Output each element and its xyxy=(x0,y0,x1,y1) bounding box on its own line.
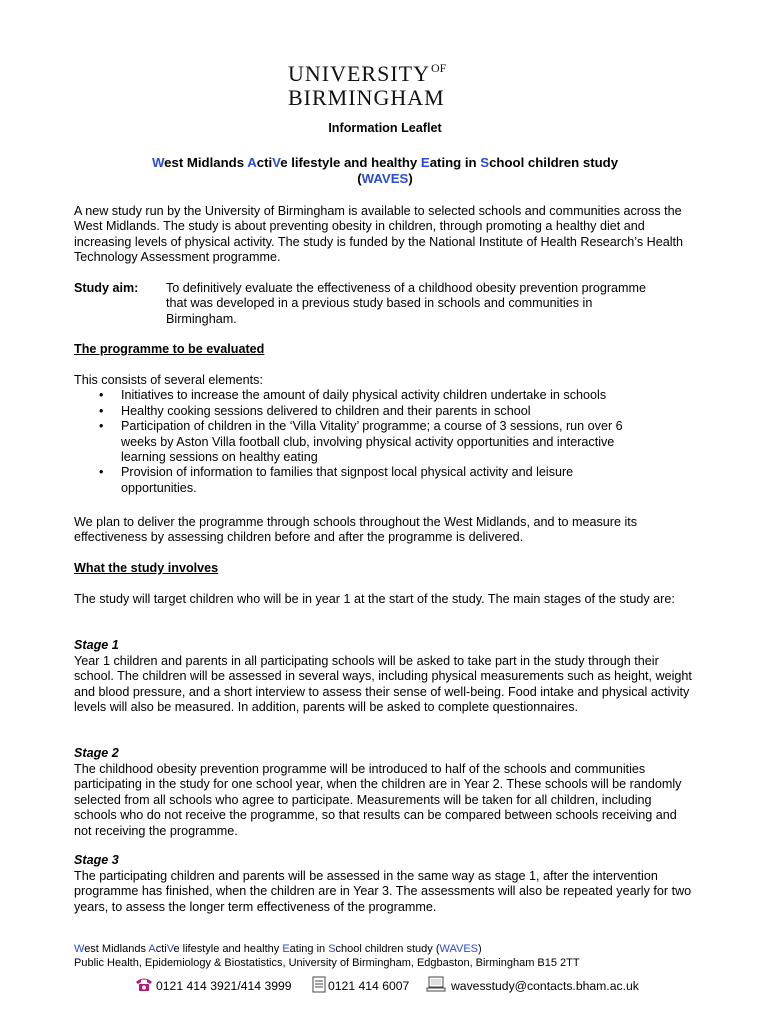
fax-number: 0121 414 6007 xyxy=(328,979,410,993)
email-link[interactable]: wavesstudy@contacts.bham.ac.uk xyxy=(451,978,639,993)
computer-icon xyxy=(426,976,446,996)
fax-icon xyxy=(312,976,326,997)
involves-heading: What the study involves xyxy=(74,561,219,575)
programme-closing: We plan to deliver the programme through schools throughout the West Midlands, and to measure its effectiveness by assessing children before and after the programme is delivered. xyxy=(74,515,638,545)
footer-address: Public Health, Epidemiology & Biostatistics, University of Birmingham, Edgbaston, Birmingham B15 2TT xyxy=(74,957,580,969)
list-item: • Provision of information to families that signpost local physical activity and leisure opportunities. xyxy=(74,465,696,496)
footer-study-title: West Midlands ActiVe lifestyle and healthy Eating in School children study (WAVES) xyxy=(74,943,482,955)
footer-email xyxy=(426,976,639,996)
stage-2-text: The childhood obesity prevention programme will be introduced to half of the schools and communities participating in the study for one school year, when the children are in Year 2. These schools will be randomly selected from all schools who agree to participate. Measurements will be taken for all children, including schools who do not receive the programme, so that results can be compared between schools receiving and not receiving the programme. xyxy=(74,762,682,838)
footer-phone xyxy=(134,976,292,996)
logo-line1: UNIVERSITY xyxy=(288,61,430,86)
list-item: • Initiatives to increase the amount of daily physical activity children undertake in schools xyxy=(74,388,696,403)
programme-lead: This consists of several elements: xyxy=(74,373,263,387)
phone-number: 0121 414 3921/414 3999 xyxy=(156,978,292,993)
study-acronym: (WAVES) xyxy=(357,171,413,186)
study-title: West Midlands ActiVe lifestyle and healthy Eating in School children study xyxy=(151,155,619,170)
involves-lead: The study will target children who will be in year 1 at the start of the study. The main stages of the study are: xyxy=(74,592,675,606)
stage-1-text: Year 1 children and parents in all participating schools will be asked to take part in the study through their school. The children will be assessed in several ways, including physical measurements such as height, weight and blood pressure, and a short interview to assess their sense of well-being. Food intake and physical activity levels will also be measured. In addition, parents will be asked to complete questionnaires. xyxy=(74,654,692,715)
leaflet-title: Information Leaflet xyxy=(328,121,442,135)
stage-2-title: Stage 2 xyxy=(74,746,119,760)
stage-1-title: Stage 1 xyxy=(74,638,119,652)
list-item: • Healthy cooking sessions delivered to children and their parents in school xyxy=(74,404,696,419)
study-aim-label: Study aim: xyxy=(74,281,139,295)
footer-fax xyxy=(312,976,409,997)
stage-3-title: Stage 3 xyxy=(74,853,119,867)
programme-heading: The programme to be evaluated xyxy=(74,342,265,356)
study-aim-text: To definitively evaluate the effectiveness of a childhood obesity prevention programme that was developed in a previous study based in schools and communities in Birmingham. xyxy=(166,281,647,326)
telephone-icon xyxy=(134,976,154,996)
logo-line2: BIRMINGHAM xyxy=(288,85,445,110)
logo-of: OF xyxy=(431,61,447,75)
university-logo xyxy=(288,56,508,110)
list-item: • Participation of children in the ‘Villa Vitality’ programme; a course of 3 sessions, run over 6 weeks by Aston Villa football club, involving physical activity opportunities and interactive learning sessions on healthy eating xyxy=(74,419,696,465)
programme-list xyxy=(74,388,696,496)
stage-3-text: The participating children and parents will be assessed in the same way as stage 1, after the intervention programme has finished, when the children are in Year 3. The assessments will also be repeated yearly for two years, to assess the longer term effectiveness of the programme. xyxy=(74,869,692,914)
intro-paragraph: A new study run by the University of Birmingham is available to selected schools and communities across the West Midlands. The study is about preventing obesity in children, through promoting a healthy diet and increasing levels of physical activity. The study is funded by the National Institute of Health Research’s Health Technology Assessment programme. xyxy=(74,204,684,265)
programme-section xyxy=(74,373,696,496)
